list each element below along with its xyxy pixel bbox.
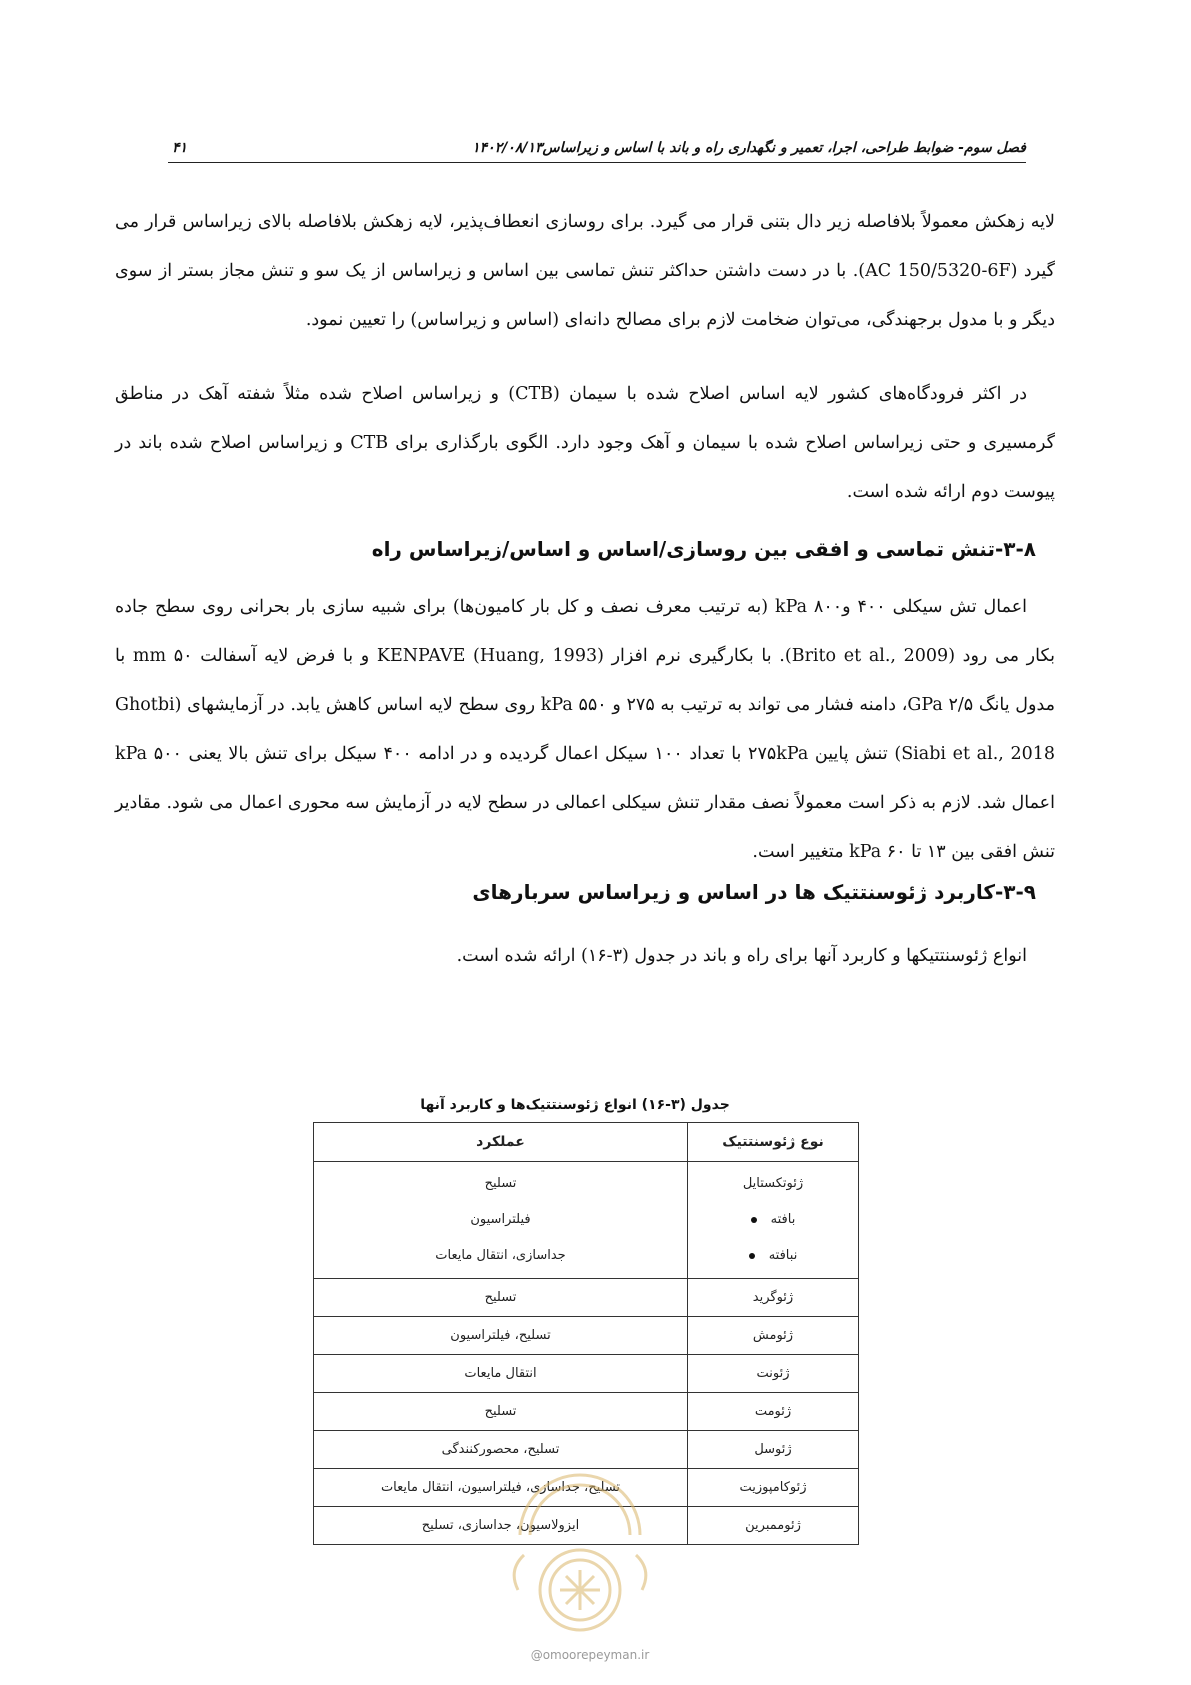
table-row (314, 1393, 859, 1431)
function-cell: انتقال مایعات (314, 1355, 688, 1393)
woven-label: بافته (770, 1212, 796, 1227)
table-header-row (314, 1123, 859, 1162)
function-cell: ایزولاسیون، جداسازی، تسلیح (314, 1507, 688, 1545)
function-cell: تسلیح (314, 1393, 688, 1431)
table-caption: جدول (۳-۱۶) انواع ژئوسنتتیک‌ها و کاربرد آنها (420, 1097, 730, 1113)
geotextile-label: ژئوتکستایل (742, 1176, 804, 1191)
geotextile-function-3: جداسازی، انتقال مایعات (435, 1248, 566, 1263)
nonwoven-label: نبافته (768, 1248, 798, 1263)
section-heading-3-8: ۳-۸-تنش تماسی و افقی بین روسازی/اساس و اساس/زیراساس راه (371, 537, 1036, 561)
bullet-icon (749, 1253, 755, 1259)
function-cell: تسلیح (314, 1279, 688, 1317)
geotextile-function-1: تسلیح (484, 1176, 517, 1191)
geotextile-woven (688, 1202, 858, 1238)
table-row (314, 1317, 859, 1355)
paragraph-ctb: در اکثر فرودگاه‌های کشور لایه اساس اصلاح شده با سیمان (CTB) و زیراساس اصلاح شده مثلاً شفته آهک در مناطق گرمسیری و حتی زیراساس اصلاح شده با سیمان و آهک وجود دارد. الگوی بارگذاری برای CTB و زیراساس اصلاح شده باند در پیوست دوم ارائه شده است. (115, 384, 1055, 502)
geotextile-type-cell (688, 1162, 859, 1279)
geotextile-function-cell (314, 1162, 688, 1279)
header-title: فصل سوم- ضوابط طراحی، اجرا، تعمیر و نگهداری راه و باند با اساس و زیراساس (542, 140, 1026, 156)
table-row-geotextile (314, 1162, 859, 1279)
geotextile-function-2: فیلتراسیون (470, 1212, 531, 1227)
seal-watermark-icon (500, 1440, 660, 1640)
column-header-type: نوع ژئوسنتتیک (688, 1123, 859, 1162)
header-title-line (458, 140, 1026, 156)
section-heading-3-9: ۳-۹-کاربرد ژئوسنتتیک ها در اساس و زیراساس سربارهای (472, 880, 1036, 904)
type-cell: ژئوگرید (688, 1279, 859, 1317)
type-cell: ژئوممبرین (688, 1507, 859, 1545)
type-cell: ژئونت (688, 1355, 859, 1393)
page-header (168, 134, 1026, 163)
table-row (314, 1355, 859, 1393)
watermark-site: @omoorepeyman.ir (530, 1648, 650, 1662)
function-cell: تسلیح، محصورکنندگی (314, 1431, 688, 1469)
bullet-icon (751, 1217, 757, 1223)
geotextile-nonwoven (688, 1238, 858, 1274)
paragraph-geosynthetics-intro: انواع ژئوسنتتیکها و کاربرد آنها برای راه و باند در جدول (۳-۱۶) ارائه شده است. (456, 946, 1027, 966)
type-cell: ژئوکامپوزیت (688, 1469, 859, 1507)
table-row (314, 1279, 859, 1317)
column-header-function: عملکرد (314, 1123, 688, 1162)
function-cell: تسلیح، جداسازی، فیلتراسیون، انتقال مایعات (314, 1469, 688, 1507)
page-number: ۴۱ (172, 140, 188, 156)
header-date: ۱۴۰۲/۰۸/۱۳ (472, 140, 543, 156)
function-cell: تسلیح، فیلتراسیون (314, 1317, 688, 1355)
type-cell: ژئوسل (688, 1431, 859, 1469)
paragraph-drainage-layer: لایه زهکش معمولاً بلافاصله زیر دال بتنی قرار می گیرد. برای روسازی انعطاف‌پذیر، لایه زهکش بلافاصله بالای زیراساس قرار می گیرد (AC 150/5320-6F). با در دست داشتن حداکثر تنش تماسی بین اساس و زیراساس از یک سو و تنش مجاز بستر از سوی دیگر و با مدول برجهندگی، می‌توان ضخامت لازم برای مصالح دانه‌ای (اساس و زیراساس) را تعیین نمود. (115, 212, 1055, 330)
type-cell: ژئومت (688, 1393, 859, 1431)
paragraph-cyclic-stress: اعمال تش سیکلی ۴۰۰ و۸۰۰ kPa (به ترتیب معرف نصف و کل بار کامیون‌ها) برای شبیه سازی بار بحرانی روی سطح جاده بکار می رود (Brito et al., 2009). با بکارگیری نرم افزار KENPAVE (Huang, 1993) و با فرض لایه آسفالت ۵۰ mm با مدول یانگ ۲/۵ GPa، دامنه فشار می تواند به ترتیب به ۲۷۵ و ۵۵۰ kPa روی سطح لایه اساس کاهش یابد. در آزمایشهای (Ghotbi Siabi et al., 2018) تنش پایین ۲۷۵kPa با تعداد ۱۰۰ سیکل اعمال گردیده و در ادامه ۴۰۰ سیکل برای تنش بالا یعنی ۵۰۰ kPa اعمال شد. لازم به ذکر است معمولاً نصف مقدار تنش سیکلی اعمالی در سطح لایه در آزمایش سه محوری اعمال می شود. مقادیر تنش افقی بین ۱۳ تا ۶۰ kPa متغییر است. (115, 597, 1056, 862)
type-cell: ژئومش (688, 1317, 859, 1355)
